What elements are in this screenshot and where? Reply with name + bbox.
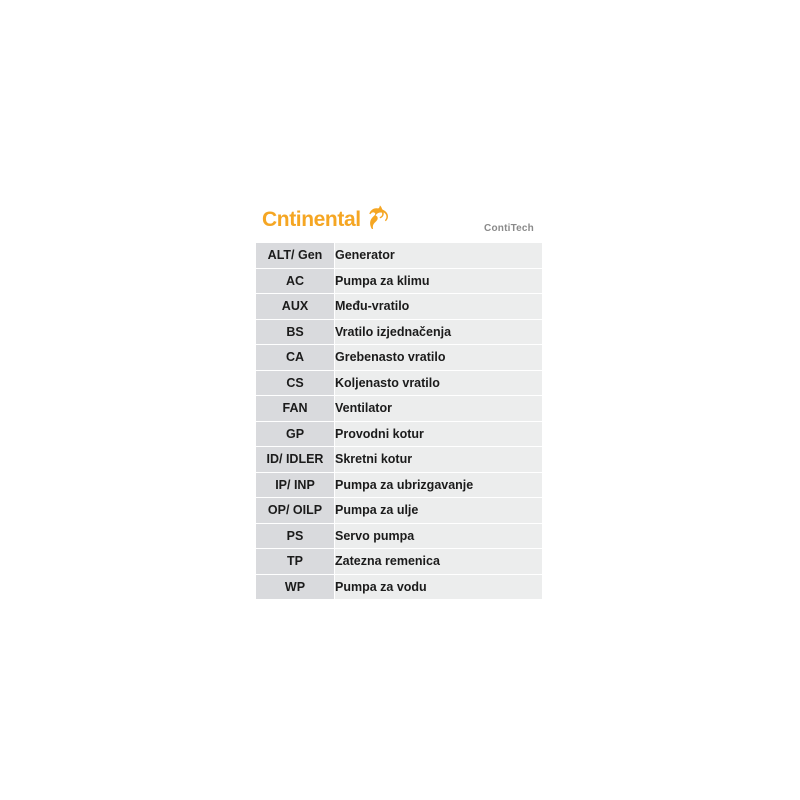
- abbr-cell: IP/ INP: [256, 472, 335, 498]
- desc-cell: Pumpa za ulje: [335, 498, 543, 524]
- abbreviation-legend-table: [256, 242, 542, 600]
- legend-card: [256, 196, 542, 600]
- contitech-wordmark: ContiTech: [484, 223, 534, 234]
- desc-cell: Pumpa za vodu: [335, 574, 543, 600]
- table-row: [256, 472, 542, 498]
- abbr-cell: ID/ IDLER: [256, 447, 335, 473]
- desc-cell: Pumpa za ubrizgavanje: [335, 472, 543, 498]
- desc-cell: Zatezna remenica: [335, 549, 543, 575]
- desc-cell: Vratilo izjednačenja: [335, 319, 543, 345]
- brand-header: [256, 196, 542, 242]
- table-row: [256, 268, 542, 294]
- abbr-cell: ALT/ Gen: [256, 243, 335, 269]
- abbr-cell: BS: [256, 319, 335, 345]
- abbr-cell: PS: [256, 523, 335, 549]
- continental-wordmark: [262, 209, 361, 230]
- abbr-cell: WP: [256, 574, 335, 600]
- abbr-cell: CS: [256, 370, 335, 396]
- legend-table-body: [256, 243, 542, 600]
- abbr-cell: GP: [256, 421, 335, 447]
- desc-cell: Pumpa za klimu: [335, 268, 543, 294]
- abbr-cell: OP/ OILP: [256, 498, 335, 524]
- desc-cell: Ventilator: [335, 396, 543, 422]
- desc-cell: Skretni kotur: [335, 447, 543, 473]
- horse-icon: [364, 205, 390, 234]
- desc-cell: Generator: [335, 243, 543, 269]
- table-row: [256, 345, 542, 371]
- abbr-cell: AUX: [256, 294, 335, 320]
- table-row: [256, 294, 542, 320]
- table-row: [256, 549, 542, 575]
- desc-cell: Provodni kotur: [335, 421, 543, 447]
- table-row: [256, 498, 542, 524]
- continental-wordmark-initial: C: [262, 207, 277, 231]
- table-row: [256, 243, 542, 269]
- table-row: [256, 447, 542, 473]
- abbr-cell: CA: [256, 345, 335, 371]
- continental-logo: [262, 205, 390, 234]
- continental-wordmark-rest: ntinental: [276, 207, 361, 231]
- table-row: [256, 396, 542, 422]
- desc-cell: Servo pumpa: [335, 523, 543, 549]
- table-row: [256, 370, 542, 396]
- table-row: [256, 574, 542, 600]
- table-row: [256, 523, 542, 549]
- table-row: [256, 421, 542, 447]
- abbr-cell: AC: [256, 268, 335, 294]
- desc-cell: Koljenasto vratilo: [335, 370, 543, 396]
- desc-cell: Među-vratilo: [335, 294, 543, 320]
- abbr-cell: TP: [256, 549, 335, 575]
- desc-cell: Grebenasto vratilo: [335, 345, 543, 371]
- table-row: [256, 319, 542, 345]
- abbr-cell: FAN: [256, 396, 335, 422]
